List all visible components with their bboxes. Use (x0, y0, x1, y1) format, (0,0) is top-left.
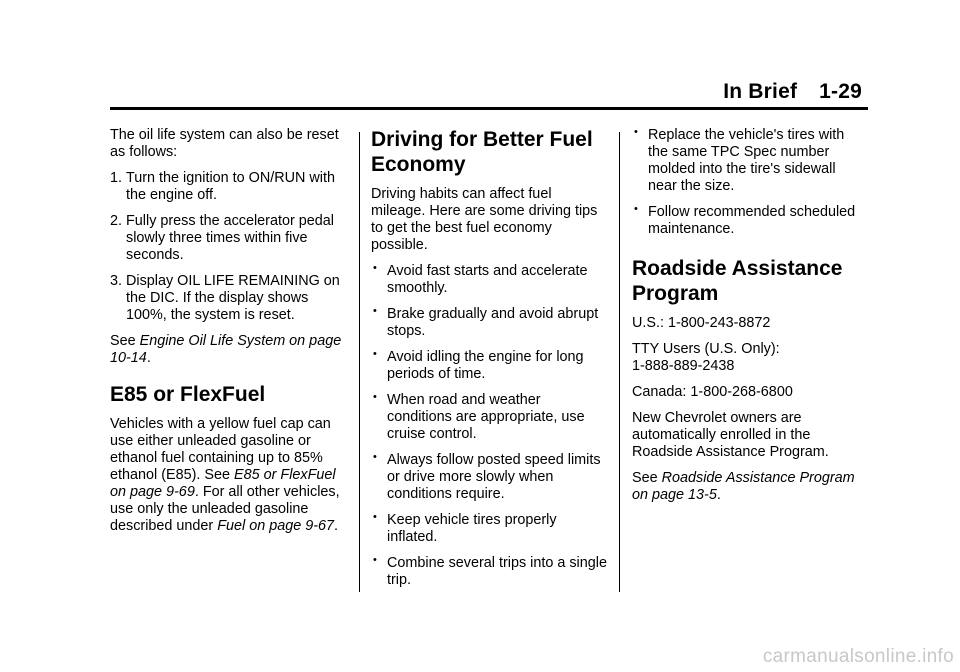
page-header (723, 80, 862, 104)
tip-text: Combine several trips into a single trip. (387, 555, 607, 588)
e85-text-3: . (334, 518, 339, 534)
step-text: Display OIL LIFE REMAINING on the DIC. If the display shows 100%, the system is reset. (126, 273, 340, 323)
canada-phone: Canada: 1-800-268-6800 (632, 384, 793, 400)
fuel-economy-tips (371, 263, 607, 589)
bullet-icon: • (373, 451, 377, 463)
see-suffix: . (146, 350, 151, 366)
tip-text: Follow recommended scheduled maintenance. (648, 204, 856, 237)
step-item (110, 170, 348, 204)
step-number: 3. (110, 273, 123, 289)
fuel-economy-intro: Driving habits can affect fuel mileage. Here are some driving tips to get the best fuel economy possible. (371, 186, 598, 253)
list-item (371, 512, 607, 546)
see-prefix: See (110, 333, 140, 349)
oil-reset-intro: The oil life system can also be reset as follows: (110, 127, 339, 160)
fuel-economy-heading: Driving for Better Fuel Economy (371, 128, 593, 176)
tip-text: Replace the vehicle's tires with the same TPC Spec number molded into the tire's sidewall near the size. (648, 127, 845, 194)
list-item (371, 555, 607, 589)
bullet-icon: • (634, 126, 638, 138)
list-item (371, 263, 607, 297)
tty-label: TTY Users (U.S. Only): (632, 341, 780, 357)
list-item (632, 204, 868, 238)
step-text: Fully press the accelerator pedal slowly three times within five seconds. (126, 213, 334, 263)
bullet-icon: • (373, 554, 377, 566)
oil-reset-steps (110, 170, 348, 324)
column-3 (632, 127, 868, 513)
tip-text: Avoid fast starts and accelerate smoothly. (387, 263, 588, 296)
step-item (110, 213, 348, 264)
bullet-icon: • (373, 348, 377, 360)
bullet-icon: • (373, 262, 377, 274)
tip-text: Keep vehicle tires properly inflated. (387, 512, 557, 545)
page-number: 1-29 (819, 80, 862, 103)
column-1 (110, 127, 348, 544)
step-text: Turn the ignition to ON/RUN with the engine off. (126, 170, 336, 203)
column-divider-2 (619, 132, 620, 592)
tip-text: Brake gradually and avoid abrupt stops. (387, 306, 599, 339)
e85-text-1: Vehicles with a yellow fuel cap can use either unleaded gasoline or ethanol fuel containing up to 85% ethanol (E85). See (110, 416, 331, 483)
list-item (371, 306, 607, 340)
section-title: In Brief (723, 80, 798, 103)
header-rule (110, 107, 868, 110)
column-divider-1 (359, 132, 360, 592)
bullet-icon: • (373, 391, 377, 403)
bullet-icon: • (373, 305, 377, 317)
step-item (110, 273, 348, 324)
roadside-reference-link[interactable]: Roadside Assistance Program on page 13-5 (632, 470, 855, 503)
oil-life-see-reference (110, 333, 348, 367)
bullet-icon: • (373, 511, 377, 523)
new-owners-text: New Chevrolet owners are automatically enrolled in the Roadside Assistance Program. (632, 410, 829, 460)
e85-text-2: . For all other vehicles, use only the unleaded gasoline described under (110, 484, 340, 534)
roadside-heading: Roadside Assistance Program (632, 257, 843, 305)
roadside-see-reference (632, 470, 868, 504)
e85-heading: E85 or FlexFuel (110, 383, 266, 406)
tty-phone (632, 341, 868, 375)
list-item (371, 392, 607, 443)
bullet-icon: • (634, 203, 638, 215)
oil-life-reference-link[interactable]: Engine Oil Life System on page 10-14 (110, 333, 342, 366)
see-suffix: . (716, 487, 721, 503)
fuel-reference-link[interactable]: Fuel on page 9-67 (217, 518, 335, 534)
step-number: 1. (110, 170, 123, 186)
list-item (371, 452, 607, 503)
e85-paragraph (110, 416, 348, 535)
column-2 (371, 127, 607, 598)
step-number: 2. (110, 213, 123, 229)
see-prefix: See (632, 470, 662, 486)
us-phone: U.S.: 1-800-243-8872 (632, 315, 771, 331)
tip-text: Always follow posted speed limits or drive more slowly when conditions require. (387, 452, 601, 502)
watermark: carmanualsonline.info (762, 646, 954, 667)
e85-reference-link[interactable]: E85 or FlexFuel on page 9-69 (110, 467, 336, 500)
fuel-economy-tips-continued (632, 127, 868, 238)
tty-number: 1-888-889-2438 (632, 358, 735, 374)
list-item (371, 349, 607, 383)
list-item (632, 127, 868, 195)
tip-text: When road and weather conditions are appropriate, use cruise control. (387, 392, 585, 442)
tip-text: Avoid idling the engine for long periods of time. (387, 349, 584, 382)
